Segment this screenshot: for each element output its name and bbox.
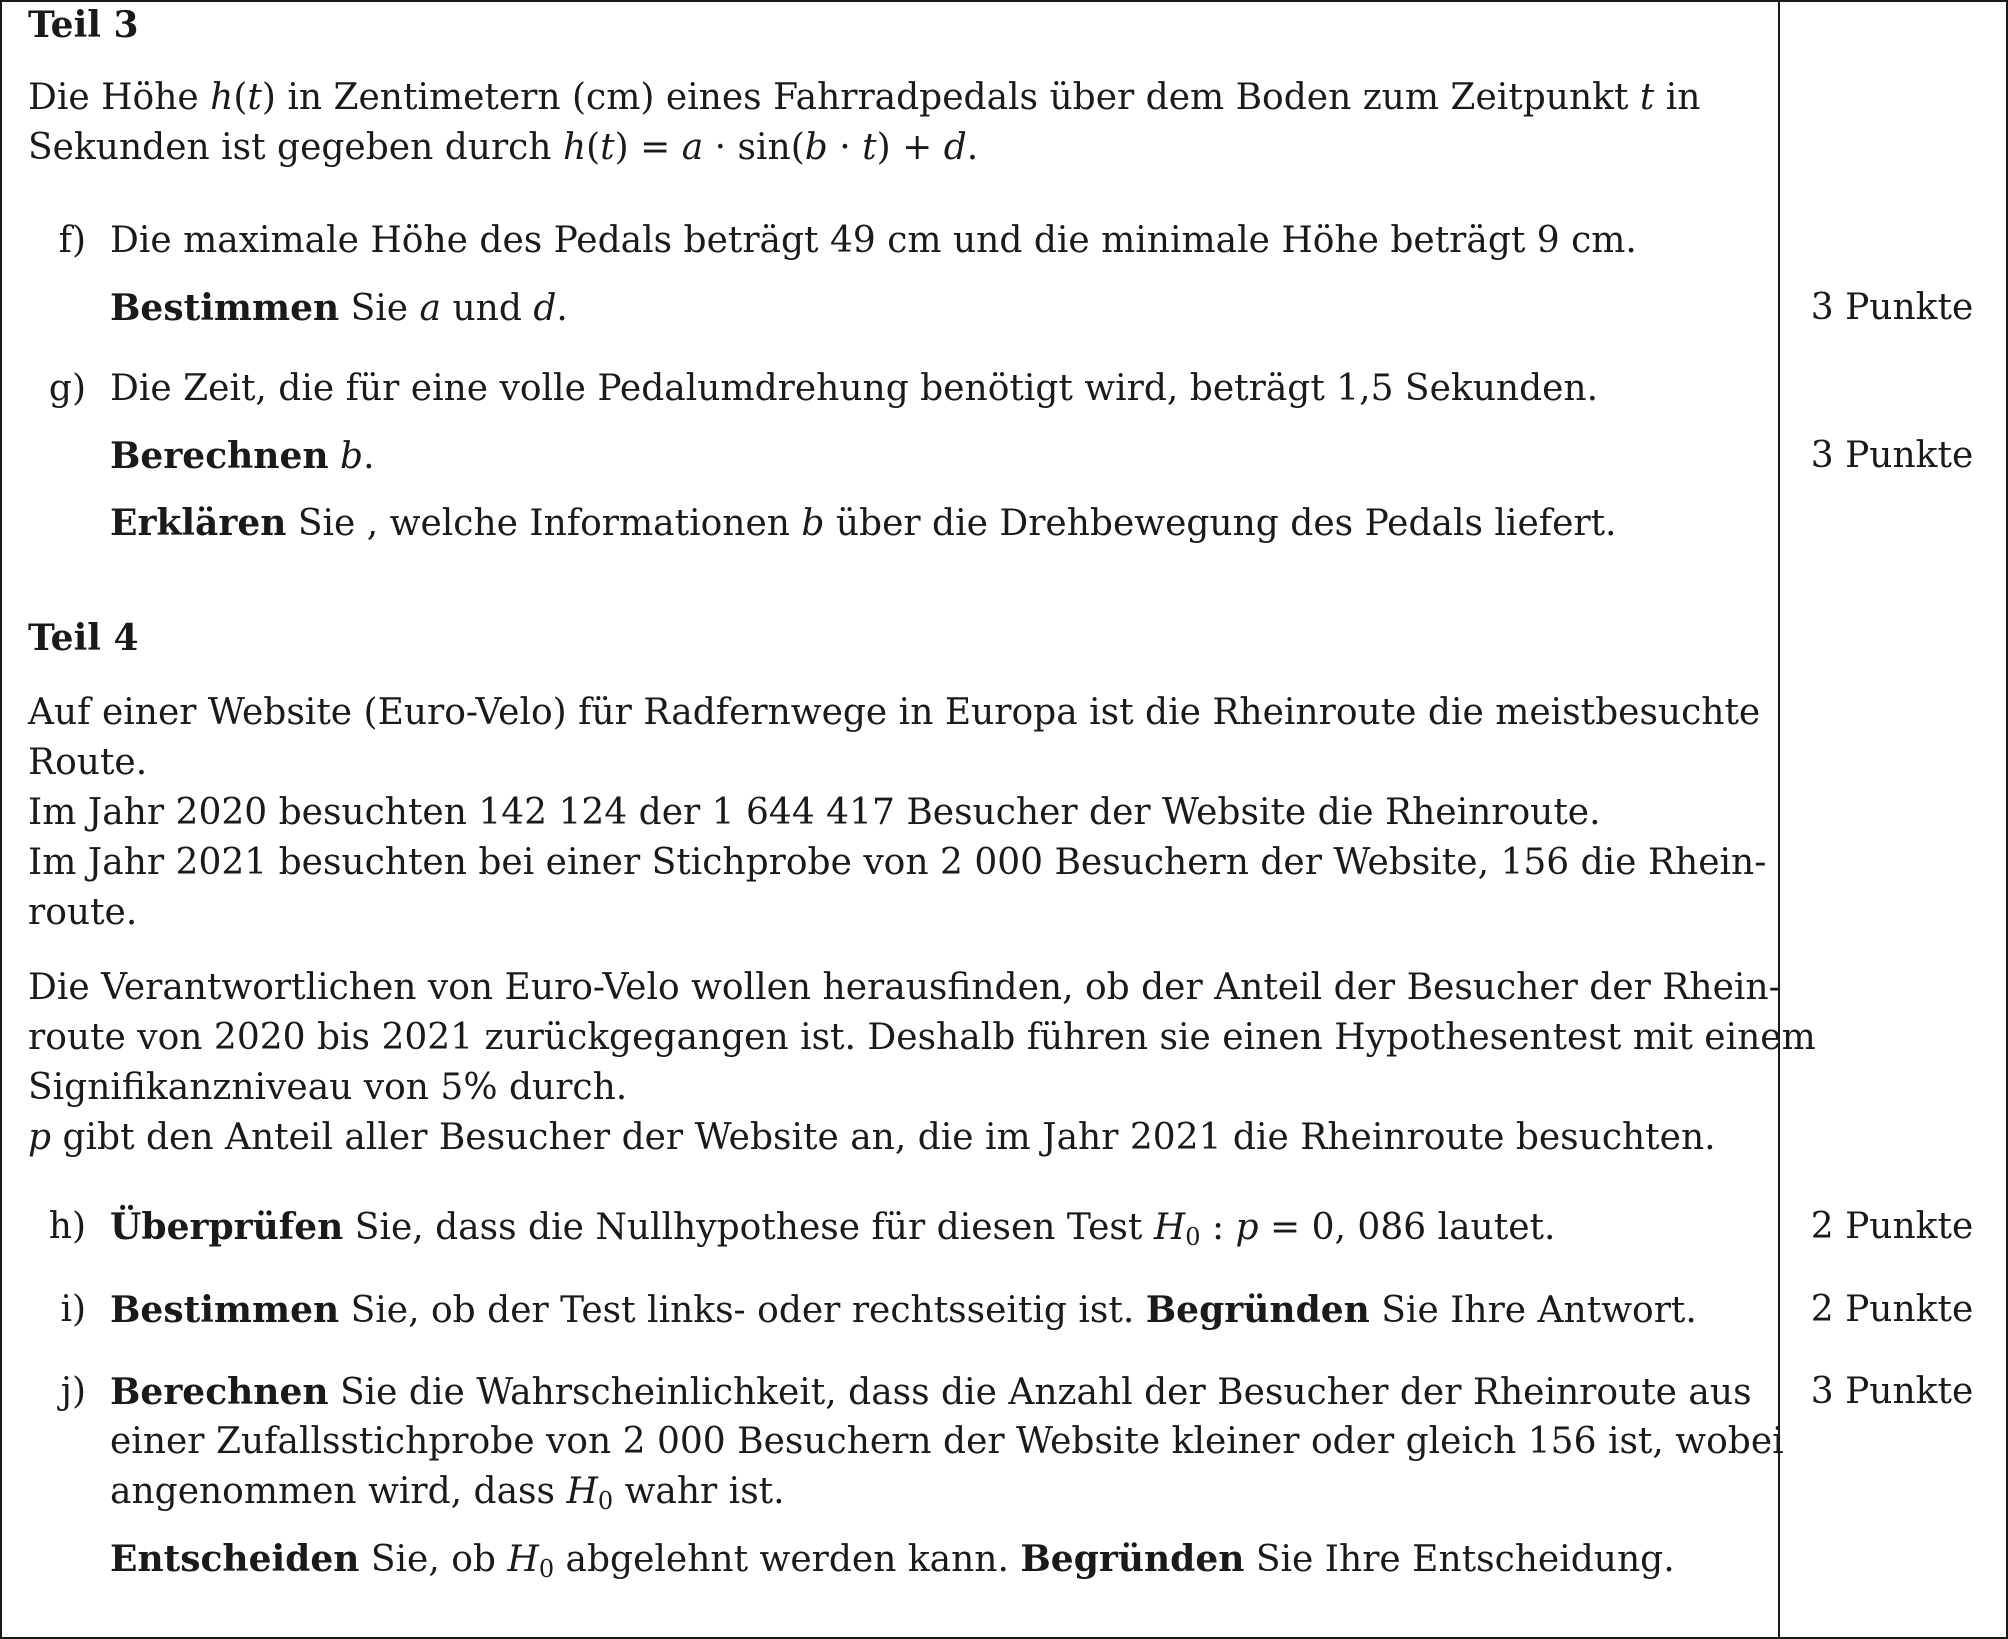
task-j-decision: Entscheiden Sie, ob $H_0$ abgelehnt werden kann. Begründen Sie Ihre Entscheidung.: [110, 1538, 1675, 1583]
task-h-label: h): [48, 1206, 86, 1247]
task-f-label: f): [58, 220, 86, 261]
task-f-instruction: Bestimmen Sie a und d.: [110, 287, 568, 329]
task-g-label: g): [48, 368, 86, 409]
section-heading-teil-3: Teil 3: [28, 4, 139, 46]
teil4-paragraph-2-line-2: route von 2020 bis 2021 zurückgegangen ist. Deshalb führen sie einen Hypothesentest mit einem: [28, 1017, 1816, 1058]
teil4-paragraph-1-line-5: route.: [28, 892, 138, 933]
task-g-instruction-2: Erklären Sie , welche Informationen b über die Drehbewegung des Pedals liefert.: [110, 502, 1617, 544]
task-i-text: Bestimmen Sie, ob der Test links- oder rechtsseitig ist. Begründen Sie Ihre Antwort.: [110, 1289, 1697, 1331]
teil3-intro-line-2: Sekunden ist gegeben durch h(t) = a · sin(b · t) + d.: [28, 127, 979, 168]
task-j-line-1: Berechnen Sie die Wahrscheinlichkeit, dass die Anzahl der Besucher der Rheinroute aus: [110, 1371, 1752, 1413]
task-g-points: 3 Punkte: [1810, 435, 1974, 476]
teil4-paragraph-2-line-3: Signifikanzniveau von 5% durch.: [28, 1067, 628, 1108]
task-g-text: Die Zeit, die für eine volle Pedalumdrehung benötigt wird, beträgt 1,5 Sekunden.: [110, 368, 1599, 409]
task-f-text: Die maximale Höhe des Pedals beträgt 49 cm und die minimale Höhe beträgt 9 cm.: [110, 220, 1637, 261]
task-j-line-2: einer Zufallsstichprobe von 2 000 Besuchern der Website kleiner oder gleich 156 ist, wobei: [110, 1421, 1784, 1462]
task-j-points: 3 Punkte: [1810, 1371, 1974, 1412]
task-i-label: i): [60, 1289, 86, 1330]
task-f-points: 3 Punkte: [1810, 287, 1974, 328]
task-g-instruction-1: Berechnen b.: [110, 435, 375, 477]
task-j-line-3: angenommen wird, dass $H_0$ wahr ist.: [110, 1471, 785, 1515]
teil4-paragraph-3: p gibt den Anteil aller Besucher der Website an, die im Jahr 2021 die Rheinroute besuchten.: [28, 1117, 1716, 1158]
section-heading-teil-4: Teil 4: [28, 617, 139, 659]
teil4-paragraph-1-line-3: Im Jahr 2020 besuchten 142 124 der 1 644 417 Besucher der Website die Rheinroute.: [28, 792, 1601, 833]
task-h-text: Überprüfen Sie, dass die Nullhypothese für diesen Test $H_0$ : p = 0, 086 lautet.: [110, 1206, 1556, 1251]
teil4-paragraph-2-line-1: Die Verantwortlichen von Euro-Velo wollen herausfinden, ob der Anteil der Besucher der Rhein-: [28, 967, 1781, 1008]
task-i-points: 2 Punkte: [1810, 1289, 1974, 1330]
teil3-intro-line-1: Die Höhe h(t) in Zentimetern (cm) eines Fahrradpedals über dem Boden zum Zeitpunkt t in: [28, 77, 1701, 118]
task-h-points: 2 Punkte: [1810, 1206, 1974, 1247]
teil4-paragraph-1-line-2: Route.: [28, 742, 148, 783]
task-j-label: j): [60, 1371, 86, 1412]
teil4-paragraph-1-line-1: Auf einer Website (Euro-Velo) für Radfernwege in Europa ist die Rheinroute die meistbesuchte: [28, 692, 1761, 733]
teil4-paragraph-1-line-4: Im Jahr 2021 besuchten bei einer Stichprobe von 2 000 Besuchern der Website, 156 die Rhein-: [28, 842, 1767, 883]
